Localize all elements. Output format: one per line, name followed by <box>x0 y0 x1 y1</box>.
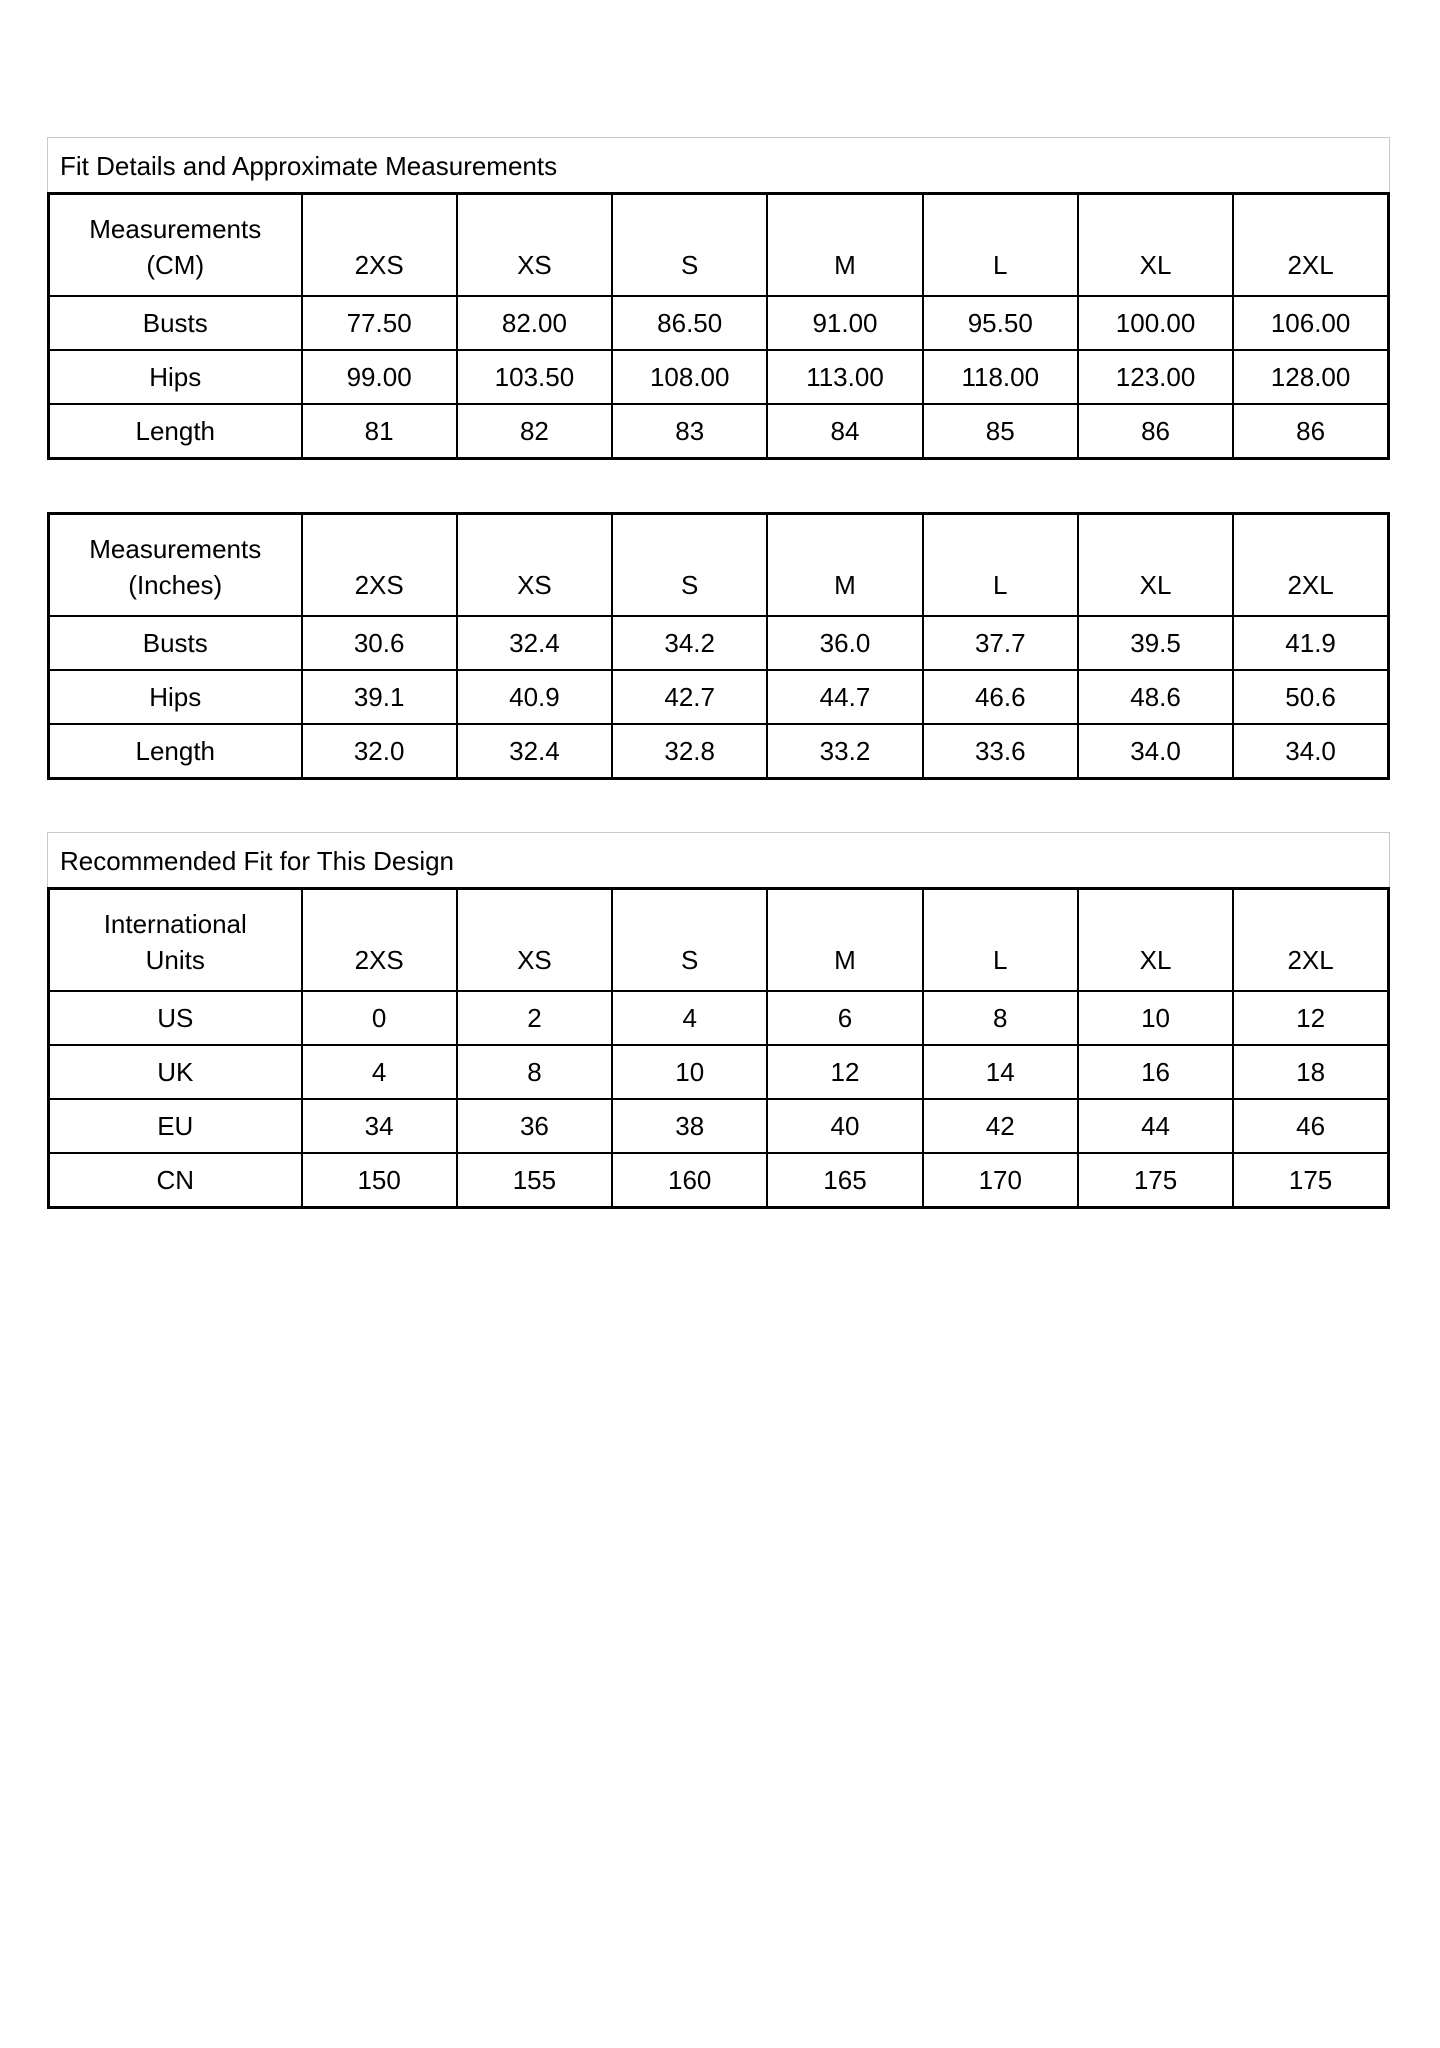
value-cell: 32.4 <box>457 616 612 670</box>
row-label-cell: Length <box>49 724 302 779</box>
value-cell: 39.5 <box>1078 616 1233 670</box>
value-cell: 50.6 <box>1233 670 1388 724</box>
row-label-cell: Hips <box>49 350 302 404</box>
row-label-cell: US <box>49 991 302 1045</box>
table-row <box>49 1153 1389 1208</box>
row-label-cell: Busts <box>49 616 302 670</box>
table-row <box>49 404 1389 459</box>
table-row <box>49 991 1389 1045</box>
value-cell: 32.4 <box>457 724 612 779</box>
value-cell: 18 <box>1233 1045 1388 1099</box>
value-cell: 32.0 <box>302 724 457 779</box>
value-cell: 99.00 <box>302 350 457 404</box>
value-cell: 41.9 <box>1233 616 1388 670</box>
size-column-header: M <box>767 194 922 297</box>
section-title: Recommended Fit for This Design <box>47 832 1390 887</box>
value-cell: 8 <box>457 1045 612 1099</box>
size-column-header: XL <box>1078 889 1233 992</box>
measurements-inches-table <box>47 512 1390 780</box>
row-label-cell: UK <box>49 1045 302 1099</box>
size-chart-content <box>47 137 1390 1261</box>
value-cell: 36.0 <box>767 616 922 670</box>
size-column-header: M <box>767 889 922 992</box>
value-cell: 82.00 <box>457 296 612 350</box>
value-cell: 175 <box>1078 1153 1233 1208</box>
size-column-header: L <box>923 194 1078 297</box>
table-row <box>49 616 1389 670</box>
corner-header-cell <box>49 514 302 617</box>
value-cell: 44 <box>1078 1099 1233 1153</box>
value-cell: 123.00 <box>1078 350 1233 404</box>
value-cell: 46 <box>1233 1099 1388 1153</box>
value-cell: 113.00 <box>767 350 922 404</box>
table-header-row <box>49 514 1389 617</box>
value-cell: 118.00 <box>923 350 1078 404</box>
value-cell: 16 <box>1078 1045 1233 1099</box>
value-cell: 82 <box>457 404 612 459</box>
value-cell: 10 <box>612 1045 767 1099</box>
value-cell: 150 <box>302 1153 457 1208</box>
size-column-header: 2XS <box>302 194 457 297</box>
international-units-table <box>47 887 1390 1209</box>
size-column-header: 2XS <box>302 889 457 992</box>
value-cell: 10 <box>1078 991 1233 1045</box>
value-cell: 165 <box>767 1153 922 1208</box>
value-cell: 8 <box>923 991 1078 1045</box>
value-cell: 91.00 <box>767 296 922 350</box>
value-cell: 81 <box>302 404 457 459</box>
size-column-header: XL <box>1078 514 1233 617</box>
table-header-row <box>49 194 1389 297</box>
value-cell: 108.00 <box>612 350 767 404</box>
size-column-header: 2XL <box>1233 514 1388 617</box>
value-cell: 33.6 <box>923 724 1078 779</box>
value-cell: 36 <box>457 1099 612 1153</box>
value-cell: 34.2 <box>612 616 767 670</box>
size-column-header: S <box>612 194 767 297</box>
row-label-cell: EU <box>49 1099 302 1153</box>
size-column-header: 2XL <box>1233 889 1388 992</box>
value-cell: 46.6 <box>923 670 1078 724</box>
table-row <box>49 1099 1389 1153</box>
value-cell: 34.0 <box>1233 724 1388 779</box>
table-row <box>49 1045 1389 1099</box>
value-cell: 42.7 <box>612 670 767 724</box>
value-cell: 34 <box>302 1099 457 1153</box>
table-header-row <box>49 889 1389 992</box>
value-cell: 175 <box>1233 1153 1388 1208</box>
table-row <box>49 296 1389 350</box>
size-column-header: XS <box>457 194 612 297</box>
size-column-header: XS <box>457 514 612 617</box>
value-cell: 160 <box>612 1153 767 1208</box>
value-cell: 86 <box>1233 404 1388 459</box>
value-cell: 170 <box>923 1153 1078 1208</box>
size-column-header: 2XL <box>1233 194 1388 297</box>
value-cell: 14 <box>923 1045 1078 1099</box>
table-row <box>49 724 1389 779</box>
value-cell: 4 <box>612 991 767 1045</box>
row-label-cell: Length <box>49 404 302 459</box>
corner-header-line: Units <box>145 945 205 975</box>
row-label-cell: Busts <box>49 296 302 350</box>
table-row <box>49 350 1389 404</box>
size-column-header: XS <box>457 889 612 992</box>
value-cell: 106.00 <box>1233 296 1388 350</box>
value-cell: 48.6 <box>1078 670 1233 724</box>
corner-header-line: (Inches) <box>128 570 223 600</box>
size-column-header: 2XS <box>302 514 457 617</box>
value-cell: 128.00 <box>1233 350 1388 404</box>
value-cell: 103.50 <box>457 350 612 404</box>
value-cell: 40 <box>767 1099 922 1153</box>
value-cell: 30.6 <box>302 616 457 670</box>
value-cell: 86.50 <box>612 296 767 350</box>
corner-header-line: International <box>103 909 247 939</box>
size-column-header: S <box>612 889 767 992</box>
value-cell: 12 <box>1233 991 1388 1045</box>
value-cell: 12 <box>767 1045 922 1099</box>
value-cell: 39.1 <box>302 670 457 724</box>
section-title: Fit Details and Approximate Measurements <box>47 137 1390 192</box>
corner-header-cell <box>49 194 302 297</box>
value-cell: 33.2 <box>767 724 922 779</box>
value-cell: 40.9 <box>457 670 612 724</box>
measurements-cm-table <box>47 192 1390 460</box>
value-cell: 85 <box>923 404 1078 459</box>
value-cell: 86 <box>1078 404 1233 459</box>
value-cell: 84 <box>767 404 922 459</box>
value-cell: 155 <box>457 1153 612 1208</box>
table-row <box>49 670 1389 724</box>
size-column-header: L <box>923 514 1078 617</box>
size-column-header: L <box>923 889 1078 992</box>
corner-header-line: Measurements <box>89 214 262 244</box>
row-label-cell: CN <box>49 1153 302 1208</box>
value-cell: 44.7 <box>767 670 922 724</box>
value-cell: 4 <box>302 1045 457 1099</box>
value-cell: 34.0 <box>1078 724 1233 779</box>
value-cell: 83 <box>612 404 767 459</box>
value-cell: 6 <box>767 991 922 1045</box>
value-cell: 38 <box>612 1099 767 1153</box>
value-cell: 37.7 <box>923 616 1078 670</box>
size-chart-section-cm <box>47 137 1390 460</box>
value-cell: 95.50 <box>923 296 1078 350</box>
size-chart-section-inches <box>47 512 1390 780</box>
value-cell: 32.8 <box>612 724 767 779</box>
size-column-header: M <box>767 514 922 617</box>
corner-header-cell <box>49 889 302 992</box>
value-cell: 42 <box>923 1099 1078 1153</box>
value-cell: 100.00 <box>1078 296 1233 350</box>
corner-header-line: (CM) <box>146 250 205 280</box>
size-chart-section-recommended-fit <box>47 832 1390 1209</box>
value-cell: 77.50 <box>302 296 457 350</box>
size-column-header: S <box>612 514 767 617</box>
row-label-cell: Hips <box>49 670 302 724</box>
value-cell: 2 <box>457 991 612 1045</box>
corner-header-line: Measurements <box>89 534 262 564</box>
size-column-header: XL <box>1078 194 1233 297</box>
value-cell: 0 <box>302 991 457 1045</box>
